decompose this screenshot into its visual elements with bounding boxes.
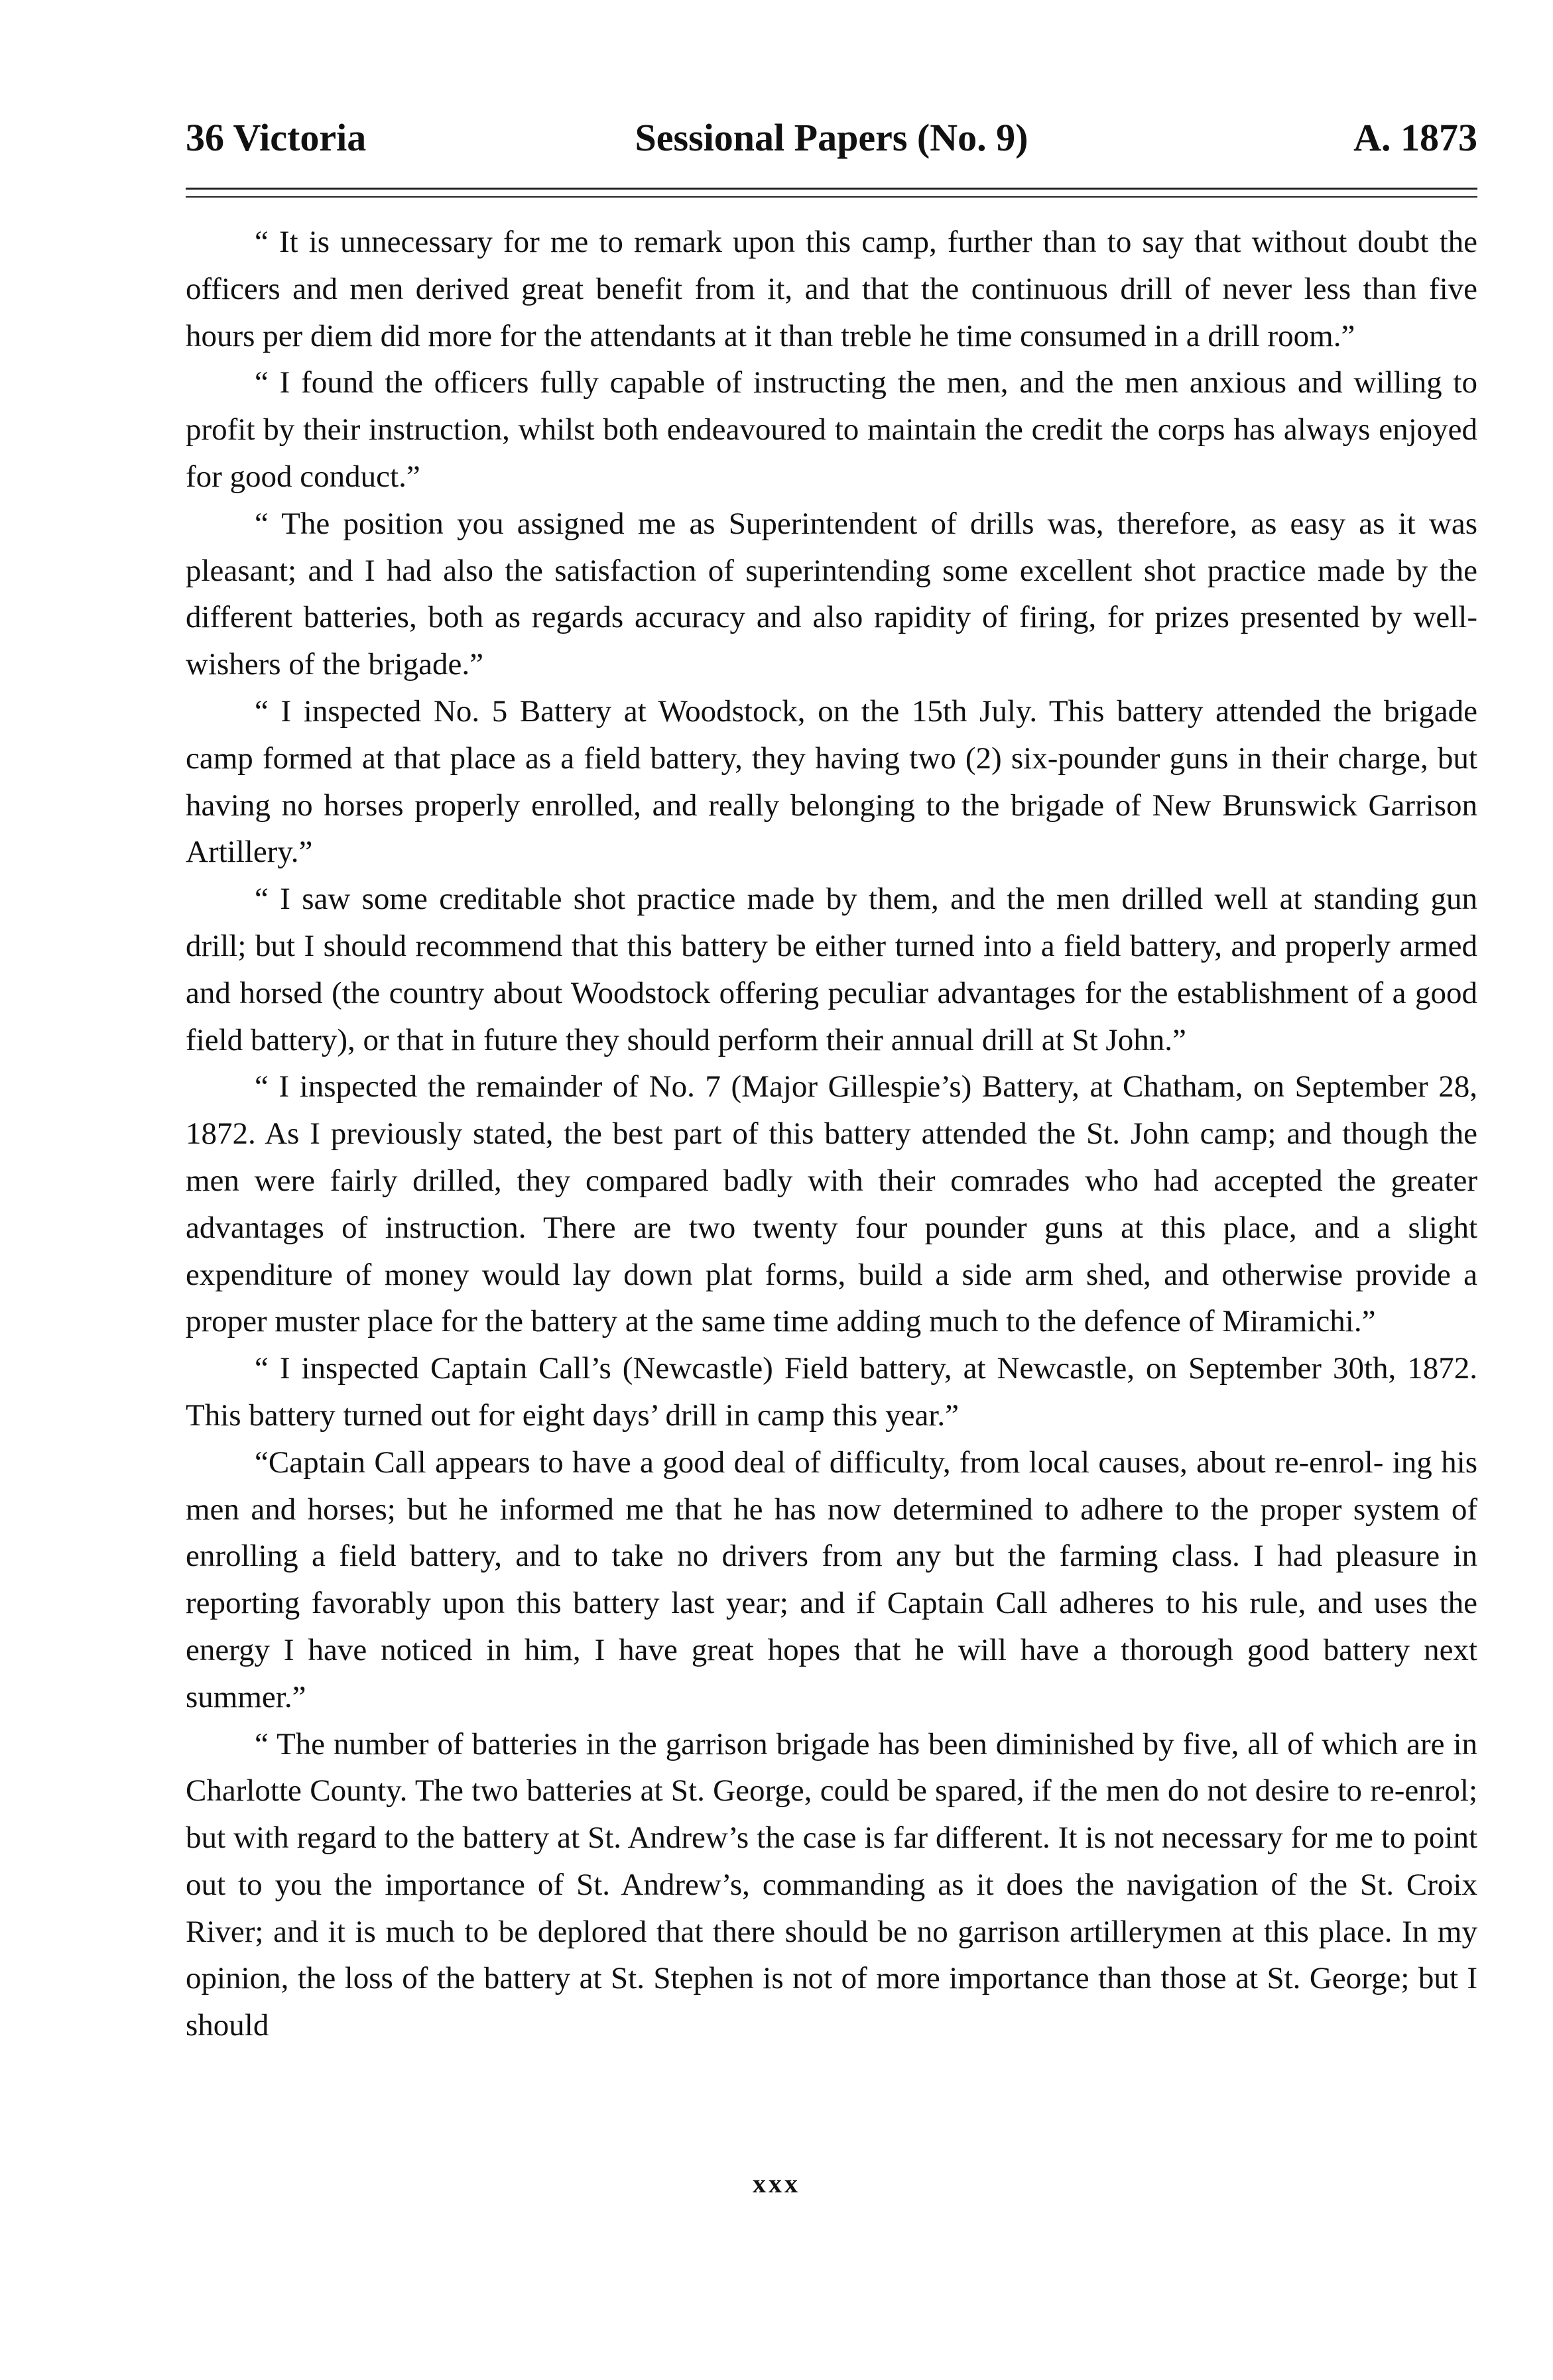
paragraph: “ I inspected Captain Call’s (Newcastle) Field battery, at Newcastle, on September 30th, 1872. This battery turned out for eight days’ drill in camp this year.” — [186, 1351, 1477, 1433]
paragraph: “ I inspected the remainder of No. 7 (Major Gillespie’s) Battery, at Chatham, on September 28, 1872. As I previously stated, the best part of this battery attended the St. John camp; and though the men were fairly drilled, they compared badly with their comrades who had accepted the greater advantages of instruction. There are two twenty four pounder guns at this place, and a slight expenditure of money would lay down plat forms, build a side arm shed, and otherwise provide a proper muster place for the battery at the same time adding much to the defence of Miramichi.” — [186, 1069, 1477, 1339]
paragraph: “ The position you assigned me as Superintendent of drills was, therefore, as easy as it was pleasant; and I had also the satisfaction of superintending some excellent shot practice made by the different batteries, both as regards accuracy and also rapidity of firing, for prizes presented by well-wishers of the brigade.” — [186, 506, 1477, 682]
page-number: xxx — [753, 2169, 800, 2198]
header-rule — [186, 188, 1477, 190]
paragraph: “ It is unnecessary for me to remark upon this camp, further than to say that without doubt the officers and men derived great benefit from it, and that the continuous drill of never less than five hours per diem did more for the attendants at it than treble he time consumed in a drill room.” — [186, 225, 1477, 353]
paragraph: “ The number of batteries in the garrison brigade has been diminished by five, all of which are in Charlotte County. The two batteries at St. George, could be spared, if the men do not desire to re-enrol; but with regard to the battery at St. Andrew’s the case is far different. It is not necessary for me to point out to you the importance of St. Andrew’s, commanding as it does the navigation of the St. Croix River; and it is much to be deplored that there should be no garrison artillerymen at this place. In my opinion, the loss of the battery at St. Stephen is not of more importance than those at St. George; but I should — [186, 1726, 1477, 2043]
header-rule-secondary — [186, 196, 1477, 198]
paragraph: “ I inspected No. 5 Battery at Woodstock, on the 15th July. This battery attended the brigade camp formed at that place as a field battery, they having two (2) six-pounder guns in their charge, but having no horses properly enrolled, and really belonging to the brigade of New Brunswick Garrison Artillery.” — [186, 693, 1477, 870]
header-title: Sessional Papers (No. 9) — [635, 116, 1028, 159]
running-head — [186, 111, 1477, 164]
header-volume: 36 Victoria — [186, 116, 367, 159]
header-year: A. 1873 — [1353, 116, 1477, 159]
paragraph: “Captain Call appears to have a good deal of difficulty, from local causes, about re-enrol- ing his men and horses; but he informed me that he has now determined to adhere to the proper system of enrolling a field battery, and to take no drivers from any but the farming class. I had pleasure in reporting favorably upon this battery last year; and if Captain Call adheres to his rule, and uses the energy I have noticed in him, I have great hopes that he will have a thorough good battery next summer.” — [186, 1445, 1477, 1714]
paragraph: “ I found the officers fully capable of instructing the men, and the men anxious and willing to profit by their instruction, whilst both endeavoured to maintain the credit the corps has always enjoyed for good conduct.” — [186, 365, 1477, 494]
paragraph: “ I saw some creditable shot practice made by them, and the men drilled well at standing gun drill; but I should recommend that this battery be either turned into a field battery, and properly armed and horsed (the country about Woodstock offering peculiar advantages for the establishment of a good field battery), or that in future they should perform their annual drill at St John.” — [186, 882, 1477, 1057]
body-text — [186, 219, 1477, 2049]
